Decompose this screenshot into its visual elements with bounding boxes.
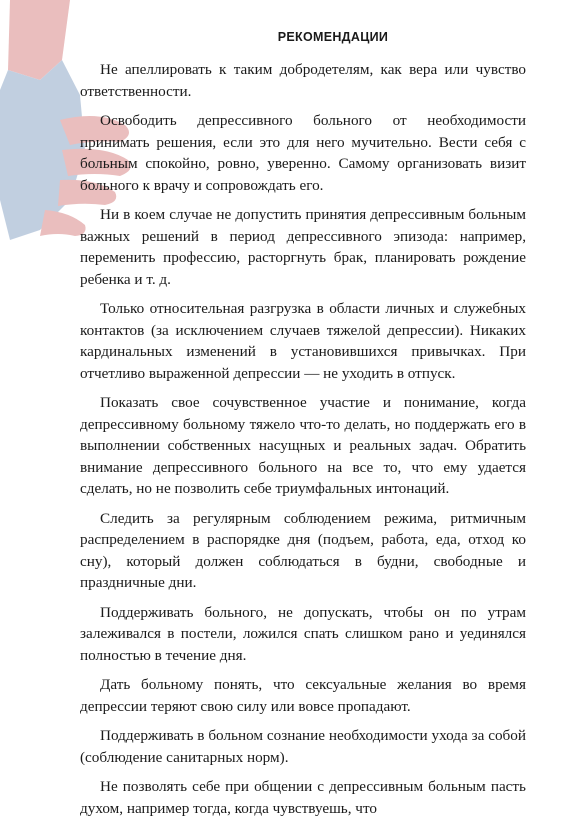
paragraph-8: Дать больному понять, что сексуальные желания во время депрессии теряют свою силу или вовсе пропадают.: [80, 676, 526, 715]
paragraph-5: Показать свое сочувственное участие и понимание, когда депрессивному больному тяжело что-то делать, но поддержать его в выполнении собственных насущных и реальных задач. Обратить внимание депрессивного больного на все то, что ему удается сделать, но не позволить себе триумфальных интонаций.: [80, 394, 526, 497]
paragraph-1: Не апеллировать к таким добродетелям, как вера или чувство ответственности.: [80, 61, 526, 100]
paragraph-2: Освободить депрессивного больного от необходимости принимать решения, если это для него мучительно. Вести себя с больным спокойно, ровно, уверенно. Самому организовать визит больного к врачу и сопровождать его.: [80, 112, 526, 194]
paragraph-6: Следить за регулярным соблюдением режима, ритмичным распределением в распорядке дня (подъем, работа, еда, отход ко сну), который должен соблюдаться в будни, свободные и праздничные дни.: [80, 509, 526, 591]
paragraph-4: Только относительная разгрузка в области личных и служебных контактов (за исключением случаев тяжелой депрессии). Никаких кардинальных изменений в установившихся привычках. При отчетливо выраженной депрессии — не уходить в отпуск.: [80, 300, 526, 382]
paragraph-9: Поддерживать в больном сознание необходимости ухода за собой (соблюдение санитарных норм).: [80, 727, 526, 766]
paragraph-3: Ни в коем случае не допустить принятия депрессивным больным важных решений в период депрессивного эпизода: например, переменить профессию, расторгнуть брак, планировать рождение ребенка и т. д.: [80, 206, 526, 288]
page-title: РЕКОМЕНДАЦИИ: [277, 30, 389, 44]
paragraph-7: Поддерживать больного, не допускать, чтобы он по утрам залеживался в постели, ложился спать слишком рано и уединялся полностью в течение дня.: [80, 603, 526, 664]
paragraph-10: Не позволять себе при общении с депрессивным больным пасть духом, например тогда, когда чувствуешь, что: [80, 778, 526, 817]
